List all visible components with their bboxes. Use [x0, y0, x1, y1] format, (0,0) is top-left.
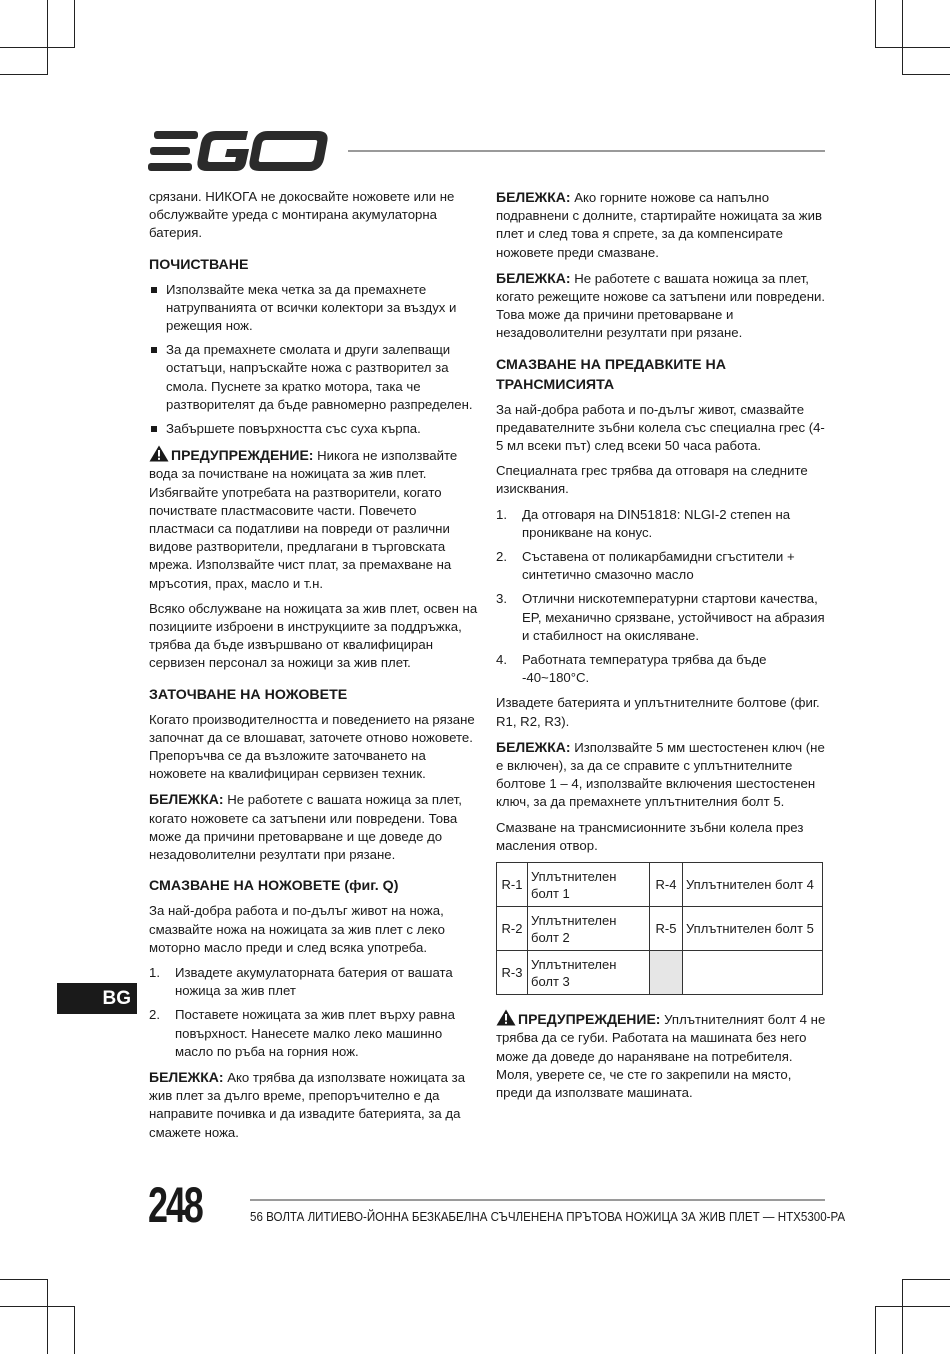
list-item: [149, 964, 479, 1000]
list-item: [496, 651, 826, 687]
warning-icon: [149, 445, 169, 462]
note-label: БЕЛЕЖКА:: [496, 738, 571, 755]
crop-mark: [875, 1306, 876, 1354]
sharpening-text: Когато производителността и поведението на рязане започнат да се влошават, заточете отново ножовете. Препоръчва се да възложите заточването на ножовете на квалифициран сервизен техник.: [149, 711, 475, 782]
list-item: За да премахнете смолата и други залепващи остатъци, напръскайте ножа с разтворител за смола. Пуснете за кратко мотора, така че разтворителят да бъде равномерно разпределен.: [149, 341, 479, 414]
list-item: [496, 548, 826, 584]
list-item: [496, 590, 826, 645]
list-item: Забършете повърхността със суха кърпа.: [149, 420, 479, 438]
list-item: [149, 1006, 479, 1061]
note-label: БЕЛЕЖКА:: [496, 189, 571, 205]
table-cell: Уплътнителен болт 5: [683, 907, 823, 951]
crop-mark: [902, 1279, 950, 1280]
right-column: [496, 188, 826, 1109]
sharpening-note: [149, 790, 479, 864]
table-cell: R-2: [497, 907, 528, 951]
table-row: [497, 951, 823, 995]
footer-rule: [250, 1199, 825, 1201]
crop-mark: [875, 1306, 950, 1307]
cleaning-heading: ПОЧИСТВАНЕ: [149, 256, 249, 273]
note-text: Не работете с вашата ножица за плет, когато ножовете са затъпени или повредени. Това може да причини претоварване и ще доведе до незадоволителни резултати при рязане.: [149, 792, 462, 863]
transmission-warning: [496, 1009, 826, 1102]
item-number: 3.: [496, 591, 507, 607]
step-text: Извадете акумулаторната батерия от вашата ножица за жив плет: [175, 964, 453, 999]
item-text: Съставена от поликарбамидни сгъстители + синтетично смазочно масло: [522, 549, 795, 583]
list-item: [496, 506, 826, 542]
crop-mark: [0, 47, 75, 48]
table-row: [497, 863, 823, 907]
ego-logo: [148, 128, 333, 174]
note-label: БЕЛЕЖКА:: [149, 1068, 224, 1085]
note-text: Не работете с вашата ножица за плет, когато режещите ножове са затъпени или повредени. Това може да причини претоварване и незадоволителни резултати при рязане.: [496, 270, 826, 341]
hex-key-note: [496, 738, 826, 812]
crop-mark: [0, 74, 48, 75]
item-number: 2.: [496, 549, 507, 565]
page-number: 248: [148, 1177, 202, 1233]
crop-mark: [902, 74, 950, 75]
item-text: Работната температура трябва да бъде -40~180°C.: [522, 652, 767, 686]
step-number: 2.: [149, 1007, 160, 1023]
bolt-table: [496, 862, 823, 995]
service-text: Всяко обслужване на ножицата за жив плет, освен на позициите изброени в инструкциите за поддръжка, трябва да бъде извършвано от квалифициран сервизен персонал за ножици за жив плет.: [149, 600, 478, 671]
item-text: Да отговаря на DIN51818: NLGI-2 степен на проникване на конус.: [522, 506, 791, 540]
cleaning-warning: [149, 445, 479, 593]
step-number: 1.: [149, 964, 160, 980]
crop-mark: [0, 1306, 75, 1307]
crop-mark: [902, 0, 903, 75]
lubrication-text: За най-добра работа и по-дълъг живот на ножа, смазвайте ножа на ножицата за жив плет с леко моторно масло преди и след всяка употреба.: [149, 903, 445, 955]
table-cell: R-1: [497, 863, 528, 907]
table-cell: [683, 951, 823, 995]
table-cell: Уплътнителен болт 3: [528, 951, 650, 995]
crop-mark: [74, 1306, 75, 1354]
warning-text: Уплътнителният болт 4 не трябва да се губи. Работата на машината без него може да доведе до нараняване на потребителя. Моля, уверете се, че сте го закрепили на място, преди да използвате машината.: [496, 1012, 826, 1100]
intro-text: срязани. НИКОГА не докосвайте ножовете или не обслужвайте уреда с монтирана акумулаторна батерия.: [149, 189, 455, 241]
header-rule: [348, 150, 825, 152]
sharpening-heading: ЗАТОЧВАНЕ НА НОЖОВЕТЕ: [149, 686, 348, 703]
table-cell: Уплътнителен болт 1: [528, 863, 650, 907]
item-number: 4.: [496, 652, 507, 668]
warning-text: Никога не използвайте вода за почистване на ножицата за жив плет. Избягвайте употребата на разтворители, когато почиствате пластмасовите части. Повечето пластмаси са податливи на повреди от различни видове разтворители, предлагани в търговската мрежа. Използвайте чист плат, за премахване на мръсотия, прах, масло и т.н.: [149, 448, 458, 591]
item-text: Отлични нискотемпературни стартови качества, EP, механично срязване, устойчивост на абразия и стабилност на окисляване.: [522, 591, 825, 643]
lubrication-note: [149, 1068, 479, 1142]
note-2: [496, 269, 826, 343]
list-item: Използвайте мека четка за да премахнете натрупванията от всички колектори за въздух и режещия нож.: [149, 281, 479, 336]
crop-mark: [875, 47, 950, 48]
table-cell: Уплътнителен болт 4: [683, 863, 823, 907]
table-cell: R-4: [650, 863, 683, 907]
lubrication-heading: СМАЗВАНЕ НА НОЖОВЕТЕ (фиг. Q): [149, 878, 399, 895]
note-label: БЕЛЕЖКА:: [496, 269, 571, 286]
language-tab: BG: [57, 983, 137, 1014]
crop-mark: [875, 0, 876, 48]
grease-requirements-intro: Специалната грес трябва да отговаря на следните изисквания.: [496, 463, 808, 497]
warning-label: ПРЕДУПРЕЖДЕНИЕ:: [518, 1011, 661, 1028]
note-label: БЕЛЕЖКА:: [149, 791, 224, 808]
warning-icon: [496, 1009, 516, 1026]
footer-text: 56 ВОЛТА ЛИТИЕВО-ЙОННА БЕЗКАБЕЛНА СЪЧЛЕНЕНА ПРЪТОВА НОЖИЦА ЗА ЖИВ ПЛЕТ — HTX5300-PA: [250, 1210, 846, 1224]
table-cell: Уплътнителен болт 2: [528, 907, 650, 951]
remove-bolts-text: Извадете батерията и уплътнителните болтове (фиг. R1, R2, R3).: [496, 695, 820, 729]
item-number: 1.: [496, 506, 507, 522]
table-cell: [650, 951, 683, 995]
crop-mark: [47, 0, 48, 75]
step-text: Поставете ножицата за жив плет върху равна повърхност. Нанесете малко леко машинно масло по ръба на горния нож.: [175, 1007, 455, 1059]
table-cell: R-3: [497, 951, 528, 995]
crop-mark: [902, 1279, 903, 1354]
note-text: Ако трябва да използвате ножицата за жив плет за дълго време, препоръчително е да направите почивка и да извадите батерията, за да смажете ножа.: [149, 1069, 466, 1140]
transmission-heading: СМАЗВАНЕ НА ПРЕДАВКИТЕ НА ТРАНСМИСИЯТА: [496, 356, 727, 393]
lubrication-steps: [149, 964, 479, 1061]
table-cell: R-5: [650, 907, 683, 951]
note-text: Ако горните ножове са напълно подравнени с долните, стартирайте ножицата за жив плет и след това я спрете, за да компенсирате ножовете преди смазване.: [496, 190, 822, 260]
cleaning-list: [149, 281, 479, 439]
crop-mark: [0, 1279, 48, 1280]
warning-label: ПРЕДУПРЕЖДЕНИЕ:: [171, 447, 314, 464]
transmission-text: За най-добра работа и по-дълъг живот, смазвайте предавателните зъбни колела със специална грес (4-5 мл всеки път) след всеки 50 часа работа.: [496, 401, 825, 454]
note-1: [496, 188, 826, 262]
table-row: [497, 907, 823, 951]
crop-mark: [74, 0, 75, 48]
oil-hole-text: Смазване на трансмисионните зъбни колела през масления отвор.: [496, 819, 804, 853]
note-text: Използвайте 5 мм шестостенен ключ (не е включен), за да се справите с уплътнителните болтове 1 – 4, използвайте включения шестостенен ключ, за да премахнете уплътнителния болт 5.: [496, 739, 825, 810]
left-column: [149, 188, 479, 1149]
crop-mark: [47, 1279, 48, 1354]
grease-requirements: [496, 506, 826, 688]
